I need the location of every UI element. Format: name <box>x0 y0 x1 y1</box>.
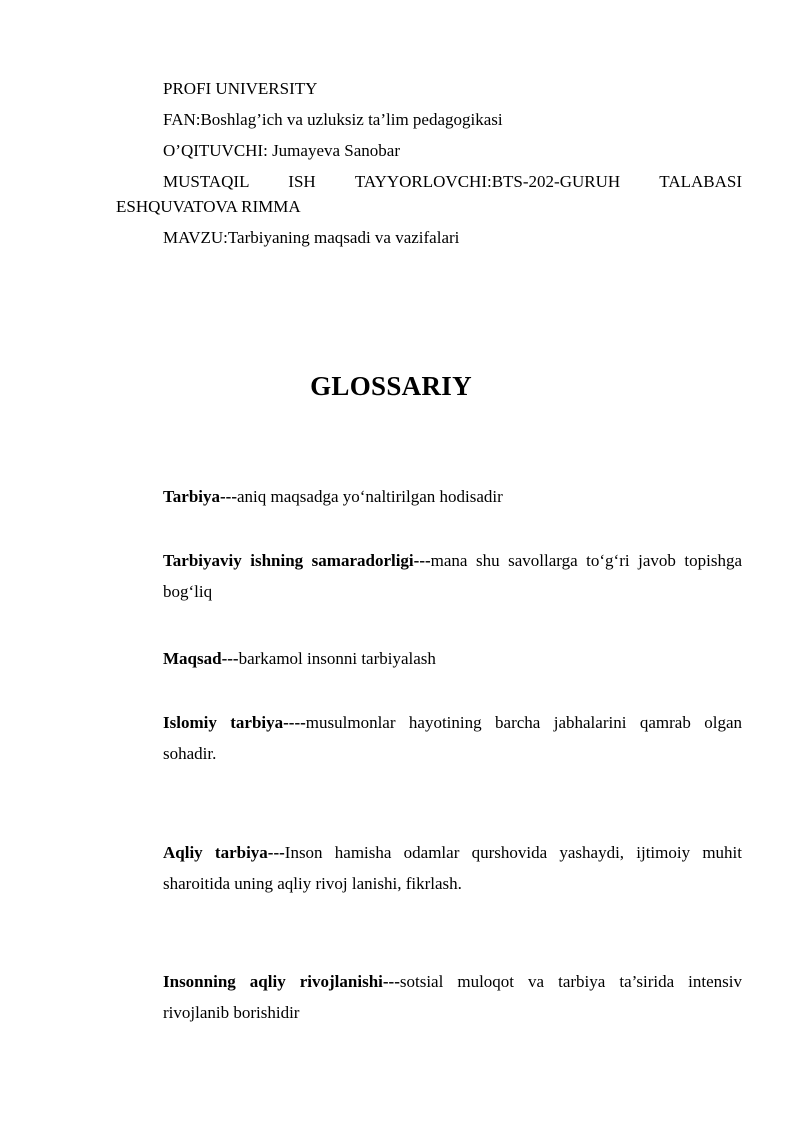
glossary-definition: mana shu savollarga to‘g‘ri javob topishga bog‘liq <box>163 551 742 601</box>
teacher-line: O’QITUVCHI: Jumayeva Sanobar <box>163 141 400 160</box>
page-title: GLOSSARIY <box>310 371 472 401</box>
glossary-separator: --- <box>267 843 285 862</box>
subject-line: FAN:Boshlag’ich va uzluksiz ta’lim pedagogikasi <box>163 110 503 129</box>
glossary-term: Tarbiyaviy ishning samaradorligi <box>163 551 414 570</box>
author-block <box>116 169 742 219</box>
glossary-term: Maqsad <box>163 649 222 668</box>
glossary-term: Tarbiya <box>163 487 221 506</box>
glossary-term: Insonning aqliy rivojlanishi <box>163 972 383 991</box>
glossary-entry <box>163 966 742 1028</box>
glossary-definition: Inson hamisha odamlar qurshovida yashaydi, ijtimoiy muhit sharoitida uning aqliy rivoj lanishi, fikrlash. <box>163 843 742 893</box>
glossary-term: Aqliy tarbiya <box>163 843 268 862</box>
glossary-separator: --- <box>382 972 400 991</box>
document-header <box>116 76 742 256</box>
glossary-entry <box>163 837 742 899</box>
glossary-separator: --- <box>413 551 431 570</box>
glossary-separator: --- <box>221 649 239 668</box>
glossary-definition: sotsial muloqot va tarbiya ta’sirida intensiv rivojlanib borishidir <box>163 972 742 1022</box>
author-line: MUSTAQIL ISH TAYYORLOVCHI:BTS-202-GURUH TALABASI <box>163 172 742 191</box>
glossary-definition: barkamol insonni tarbiyalash <box>238 649 436 668</box>
topic-line: MAVZU:Tarbiyaning maqsadi va vazifalari <box>163 228 460 247</box>
glossary-separator: --- <box>220 487 237 506</box>
glossary-term: Islomiy tarbiya <box>163 713 284 732</box>
author-name: ESHQUVATOVA RIMMA <box>116 197 301 216</box>
glossary-entry <box>163 481 742 512</box>
glossary-definition: aniq maqsadga yo‘naltirilgan hodisadir <box>237 487 503 506</box>
glossary-separator: ---- <box>283 713 306 732</box>
glossary-entry <box>163 545 742 607</box>
glossary-definition: musulmonlar hayotining barcha jabhalarini qamrab olgan sohadir. <box>163 713 742 763</box>
university-name: PROFI UNIVERSITY <box>163 79 318 98</box>
glossary-entry <box>163 643 742 674</box>
glossary-entry <box>163 707 742 769</box>
